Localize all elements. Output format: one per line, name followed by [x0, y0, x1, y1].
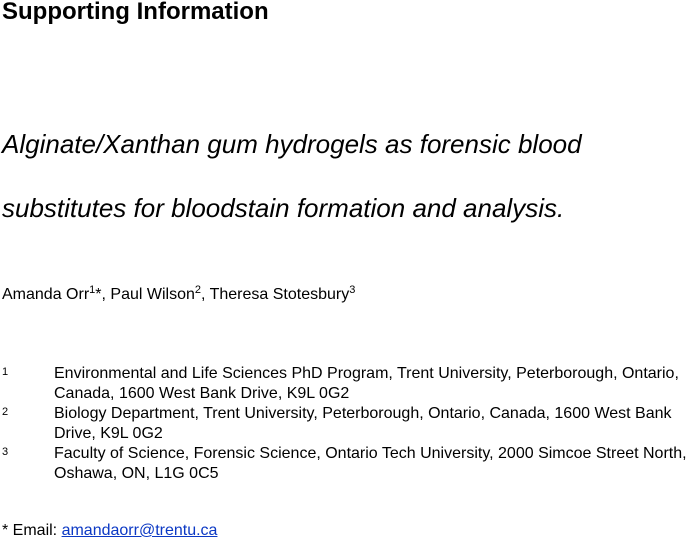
corresponding-email	[2, 520, 217, 542]
paper-title-line-2: substitutes for bloodstain formation and analysis.	[2, 193, 565, 223]
affiliation-number: 1	[2, 366, 9, 378]
affiliation-text: Environmental and Life Sciences PhD Program, Trent University, Peterborough, Ontario, Canada, 1600 West Bank Drive, K9L 0G2	[54, 365, 679, 402]
affiliation-list	[0, 364, 700, 484]
author-affiliation-marker: 2	[194, 284, 201, 296]
email-link[interactable]: amandaorr@trentu.ca	[61, 522, 218, 539]
author-name: Amanda Orr	[2, 286, 90, 303]
affiliation-text: Faculty of Science, Forensic Science, Ontario Tech University, 2000 Simcoe Street North, Oshawa, ON, L1G 0C5	[54, 445, 687, 482]
author-affiliation-marker: 3	[349, 284, 356, 296]
email-label: * Email:	[2, 522, 62, 539]
author-separator: *,	[95, 286, 111, 303]
affiliation-number: 2	[2, 406, 9, 418]
author-affiliation-marker: 1	[89, 284, 96, 296]
author-name: Theresa Stotesbury	[209, 286, 350, 303]
affiliation-item	[0, 444, 698, 484]
author-separator: ,	[201, 286, 210, 303]
affiliation-item	[0, 364, 698, 404]
affiliation-item	[0, 404, 698, 444]
author-name: Paul Wilson	[110, 286, 195, 303]
paper-title	[2, 112, 692, 240]
author-list	[2, 284, 355, 306]
paper-title-line-1: Alginate/Xanthan gum hydrogels as forensic blood	[2, 129, 582, 159]
supporting-information-heading: Supporting Information	[2, 0, 269, 25]
affiliation-text: Biology Department, Trent University, Peterborough, Ontario, Canada, 1600 West Bank Drive, K9L 0G2	[54, 405, 672, 442]
affiliation-number: 3	[2, 446, 9, 458]
